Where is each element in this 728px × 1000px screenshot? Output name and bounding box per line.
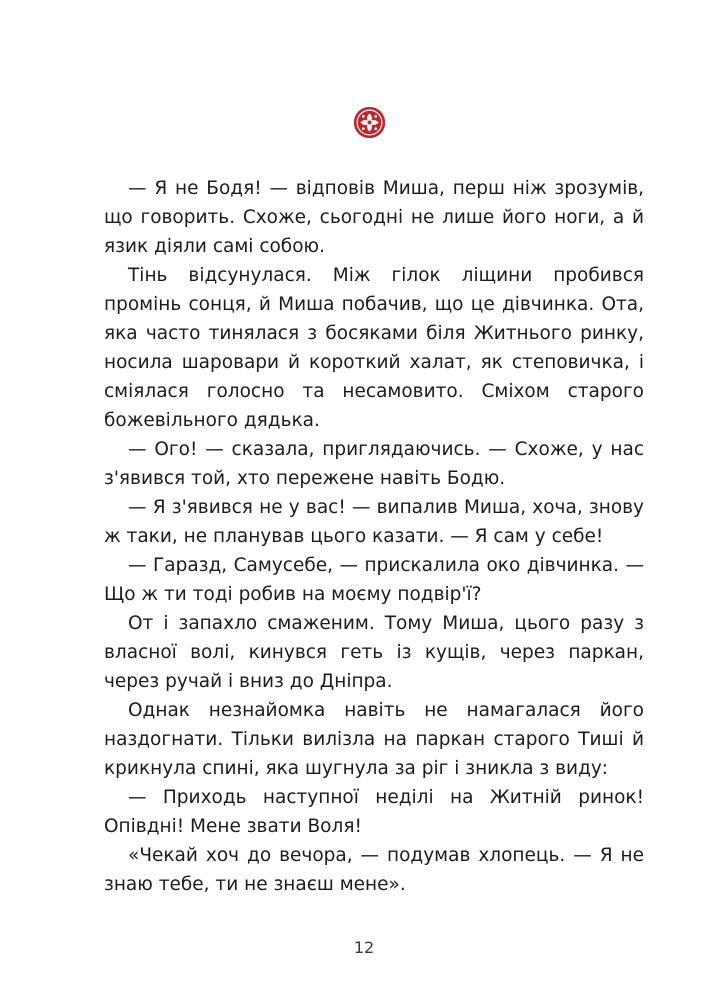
floral-ornament-icon	[353, 106, 386, 139]
paragraph: — Я з'явився не у вас! — випалив Миша, хоча, знову ж таки, не планував цього казати. — Я сам у себе!	[104, 497, 644, 547]
paragraph: От і запахло смаженим. Тому Миша, цього разу з власної волі, кинувся геть із кущів, через паркан, через ручай і вниз до Дніпра.	[104, 613, 644, 692]
paragraph: Тінь відсунулася. Між гілок ліщини пробився промінь сонця, й Миша побачив, що це дівчинка. Ота, яка часто тинялася з босяками біля Житнього ринку, носила шаровари й короткий халат, як степовичка, і сміялася голосно та несамовито. Сміхом старого божевільного дядька.	[104, 265, 644, 431]
page-number: 12	[353, 938, 375, 957]
paragraph: «Чекай хоч до вечора, — подумав хлопець. — Я не знаю тебе, ти не знаєш мене».	[104, 845, 644, 895]
paragraph: — Приходь наступної неділі на Житній ринок! Опівдні! Мене звати Воля!	[104, 787, 644, 837]
body-text	[104, 174, 644, 899]
paragraph: — Я не Бодя! — відповів Миша, перш ніж зрозумів, що говорить. Схоже, сьогодні не лише його ноги, а й язик діяли самі собою.	[104, 178, 644, 257]
paragraph: — Гаразд, Самусебе, — прискалила око дівчинка. — Що ж ти тоді робив на моєму подвір'ї?	[104, 555, 644, 605]
paragraph: Однак незнайомка навіть не намагалася його наздогнати. Тільки вилізла на паркан старого Тиші й крикнула спині, яка шугнула за ріг і зникла з виду:	[104, 700, 644, 779]
paragraph: — Ого! — сказала, приглядаючись. — Схоже, у нас з'явився той, хто пережене навіть Бодю.	[104, 439, 644, 489]
